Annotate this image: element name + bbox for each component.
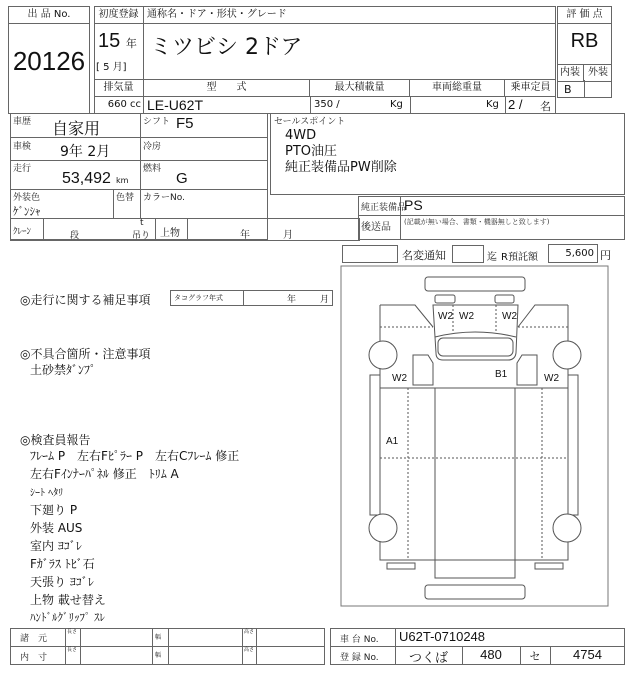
body-year: 年 <box>240 230 250 241</box>
wheel <box>553 341 581 369</box>
mileage-label: 走行 <box>13 164 32 174</box>
name-label: 通称名・ドア・形状・グレード <box>144 7 556 24</box>
rear-bumper <box>425 585 525 599</box>
grade-label: 評 価 点 <box>557 7 612 24</box>
displacement: 660 cc <box>107 99 141 110</box>
inspection-value: 9年 2月 <box>60 144 111 160</box>
yen-label: 円 <box>600 249 611 262</box>
side-step <box>568 375 578 515</box>
inspector-item: ﾊﾝﾄﾞﾙｸﾞﾘｯﾌﾟ ｽﾚ <box>30 611 105 624</box>
gross-unit: Kg <box>486 99 499 110</box>
capacity: 2 / <box>508 97 523 112</box>
defect-item: 土砂禁ﾀﾞﾝﾌﾟ <box>30 363 97 377</box>
interior-label: 内装 <box>557 64 584 82</box>
later-note: (記載が無い場合、書類・機器無しと致します) <box>404 218 550 226</box>
chassis-label: 車 台 No. <box>340 635 379 645</box>
later-label: 後送品 <box>361 222 391 233</box>
spec-label: 諸 元 <box>20 634 48 644</box>
inner-label: 内 寸 <box>20 653 48 663</box>
crane-row <box>10 218 360 241</box>
reg-label: 登 録 No. <box>340 653 379 663</box>
length-label: 長さ <box>67 647 78 653</box>
inspector-item: 下廻り P <box>30 503 78 517</box>
sales-point: 4WD <box>285 128 317 143</box>
reg-class: 480 <box>480 647 502 662</box>
fuel-value: G <box>176 170 188 187</box>
reg-year: 15 年 <box>98 30 137 52</box>
height-label: 高さ <box>244 647 255 653</box>
disp-label: 排気量 <box>94 80 144 96</box>
reg-area: つくば <box>408 651 448 666</box>
driving-notes-label: ◎走行に関する補足事項 <box>20 293 151 307</box>
until-label: 迄 <box>487 252 497 263</box>
sales-point: PTO油圧 <box>285 144 338 159</box>
reg-number: 4754 <box>573 647 602 662</box>
width-label: 幅 <box>155 652 162 659</box>
history-value: 自家用 <box>52 119 101 138</box>
name-change-label: 名変通知 <box>402 249 446 262</box>
color-label: 外装色 <box>13 193 41 203</box>
shift-label: シフト <box>143 117 171 127</box>
body-month: 月 <box>283 230 293 241</box>
history-label: 車歴 <box>13 117 32 127</box>
inspector-item: 上物 載せ替え <box>30 593 106 607</box>
model-label: 型 式 <box>144 80 310 96</box>
crane-label: ｸﾚｰﾝ <box>13 227 32 237</box>
ac-label: 冷房 <box>143 142 162 152</box>
tacho-year: 年 <box>287 295 297 305</box>
wheel <box>369 514 397 542</box>
recolor-label: 色替 <box>116 193 135 203</box>
rear-window <box>438 338 513 356</box>
sales-point-label: セールスポイント <box>274 117 346 127</box>
reg-kana: セ <box>529 650 541 663</box>
front-bumper <box>425 277 525 291</box>
damage-mark: W2 <box>544 373 559 384</box>
shift-value: F5 <box>176 115 194 132</box>
lot-number: 20126 <box>12 46 86 76</box>
body-label: 上物 <box>160 228 180 239</box>
tacho-label: タコグラフ年式 <box>174 294 223 302</box>
inspector-item: 外装 AUS <box>30 521 83 535</box>
color-no-label: カラーNo. <box>143 193 185 203</box>
damage-mark: B1 <box>495 369 508 380</box>
reg-month: [ 5 月] <box>96 62 127 73</box>
mudflap <box>387 563 415 569</box>
chassis-number: U62T-0710248 <box>399 629 486 644</box>
damage-mark: W2 <box>392 373 407 384</box>
name-change-box[interactable] <box>452 245 484 263</box>
inspector-item: 天張り ﾖｺﾞﾚ <box>30 575 94 589</box>
lot-label: 出 品 No. <box>8 7 90 24</box>
tacho-month: 月 <box>320 295 330 305</box>
equipment-value: PS <box>404 197 423 213</box>
gross-label: 車両総重量 <box>410 80 505 96</box>
width-label: 幅 <box>155 634 162 641</box>
grade-value: RB <box>570 30 599 52</box>
capacity-unit: 名 <box>540 100 551 113</box>
inspector-item: 室内 ﾖｺﾞﾚ <box>30 539 82 553</box>
max-load-unit: Kg <box>390 99 403 110</box>
deposit-label: R預託額 <box>501 252 538 263</box>
wheel <box>369 341 397 369</box>
max-load: 350 / <box>314 99 340 110</box>
mudflap <box>535 563 563 569</box>
defect-label: ◎不具合箇所・注意事項 <box>20 347 151 361</box>
car-name: ミツビシ 2ドア <box>150 35 303 60</box>
vehicle-damage-diagram <box>340 265 610 610</box>
equipment-label: 純正装備品 <box>361 203 407 213</box>
maxload-label: 最大積載量 <box>310 80 410 96</box>
crane-lift: 吊り <box>132 231 151 241</box>
mileage-value: 53,492 <box>62 170 111 187</box>
damage-mark: W2 <box>438 311 453 322</box>
first-reg-label: 初度登録 <box>94 7 144 24</box>
damage-mark: W2 <box>502 311 517 322</box>
inspector-item: ｼｰﾄ ﾍﾀﾘ <box>30 488 64 499</box>
damage-mark: W2 <box>459 311 474 322</box>
inspection-label: 車検 <box>13 142 32 152</box>
exterior-label: 外装 <box>584 64 612 82</box>
fuel-label: 燃料 <box>143 164 162 174</box>
height-label: 高さ <box>244 629 255 635</box>
inspector-item: 左右Fｲﾝﾅｰﾊﾟﾈﾙ 修正 ﾄﾘﾑ A <box>30 467 179 481</box>
wheel <box>553 514 581 542</box>
damage-mark: A1 <box>386 436 399 447</box>
inspector-item: ﾌﾚｰﾑ P 左右Fﾋﾟﾗｰ P 左右Cﾌﾚｰﾑ 修正 <box>30 449 240 463</box>
mileage-unit: km <box>116 176 129 185</box>
blank-box <box>342 245 398 263</box>
inspector-item: Fｶﾞﾗｽ ﾄﾋﾞ石 <box>30 557 95 571</box>
length-label: 長さ <box>67 629 78 635</box>
headlight <box>495 295 514 303</box>
bed <box>435 388 515 578</box>
cap-label: 乗車定員 <box>510 82 551 93</box>
crane-stage: 段 <box>70 231 80 241</box>
sales-point-list <box>285 128 397 176</box>
color-value: ｹﾞﾝｼｬ <box>13 205 41 218</box>
sales-point: 純正装備品PW削除 <box>285 160 397 175</box>
interior-grade: B <box>564 83 572 96</box>
model-code: LE-U62T <box>147 97 204 113</box>
side-step <box>370 375 380 515</box>
inspector-label: ◎検査員報告 <box>20 433 91 447</box>
crane-t: t <box>140 218 144 228</box>
headlight <box>435 295 455 303</box>
deposit-value: 5,600 <box>565 248 594 259</box>
